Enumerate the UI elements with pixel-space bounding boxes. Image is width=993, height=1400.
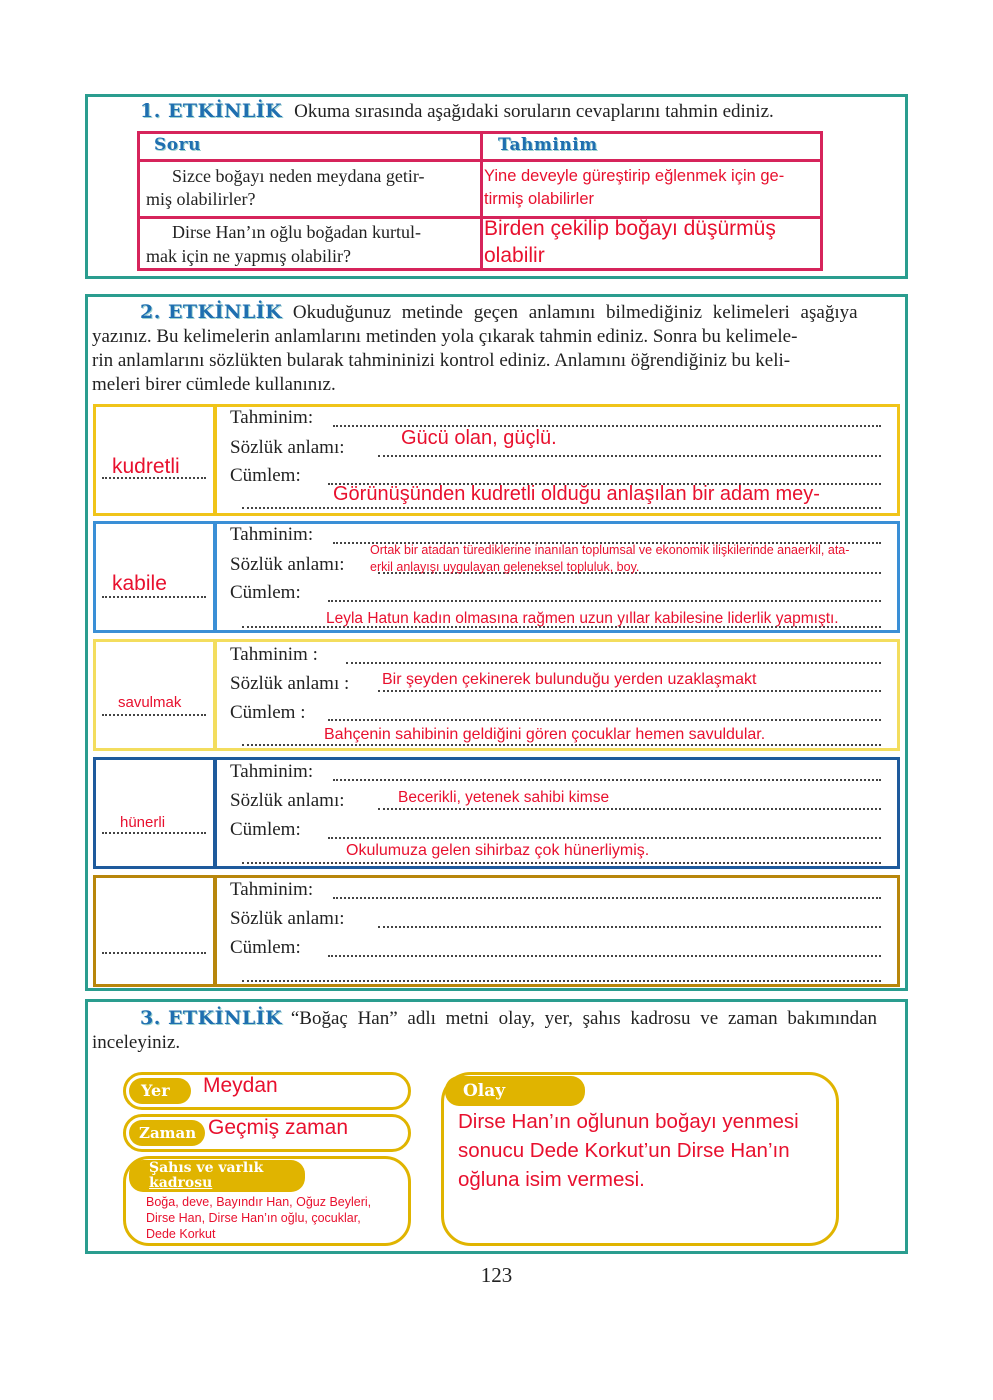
etkinlik-2-instructions: 2. ETKİNLİK Okuduğunuz metinde geçen anlamını bilmediğiniz kelimeleri aşağıya yazınız. Bu kelimelerin anlamlarını metinden yola çıkarak tahmin ediniz. Sonra bu kelimele- rin anlamlarını sözlükten bularak tahmininizi kontrol ediniz. Anlamını öğrendiğiniz bu keli- meleri birer cümlede kullanınız. [92, 301, 858, 395]
olay-label: Olay [445, 1076, 585, 1106]
word-card-empty: Tahminim: Sözlük anlamı: Cümlem: [93, 875, 900, 987]
word-savulmak: savulmak [118, 694, 182, 711]
word-kabile: kabile [112, 572, 167, 595]
field-word[interactable] [102, 952, 206, 954]
sozluk-kabile-1: Ortak bir atadan türediklerine inanılan toplumsal ve ekonomik ilişkilerinde anaerkil, ata- [370, 543, 850, 557]
word-card-hunerli: hünerli Tahminim: Sözlük anlamı: Becerikli, yetenek sahibi kimse Cümlem: Okulumuza gelen sihirbaz çok hünerliymiş. [93, 757, 900, 869]
answer-2: Birden çekilip boğayı düşürmüş olabilir [484, 217, 776, 267]
label-sozluk-anlami: Sözlük anlamı: [230, 437, 345, 458]
etkinlik-3-instructions: 3. ETKİNLİK “Boğaç Han” adlı metni olay, yer, şahıs kadrosu ve zaman bakımından inceleyiniz. [92, 1007, 878, 1053]
word-card-kabile: kabile Tahminim: Sözlük anlamı: Ortak bir atadan türediklerine inanılan toplumsal ve ekonomik ilişkilerinde anaerkil, ata- erkil anlayışı uygulayan geleneksel topluluk, boy. Cümlem: Leyla Hatun kadın olmasına rağmen uzun yıllar kabilesine liderlik yapmıştı. [93, 521, 900, 633]
sozluk-savulmak: Bir şeyden çekinerek bulunduğu yerden uzaklaşmakt [382, 671, 757, 688]
label-cumlem: Cümlem: [230, 465, 301, 486]
sozluk-kabile-2: erkil anlayışı uygulayan geleneksel topluluk, boy. [370, 560, 640, 574]
question-1: Sizce boğayı neden meydana getir- miş olabilirler? [146, 166, 425, 209]
column-header-tahminim: Tahminim [498, 135, 598, 155]
word-hunerli: hünerli [120, 814, 166, 831]
cumle-hunerli: Okulumuza gelen sihirbaz çok hünerliymiş. [346, 842, 650, 859]
olay-value: Dirse Han’ın oğlunun boğayı yenmesi sonucu Dede Korkut’un Dirse Han’ın oğluna isim vermesi. [458, 1110, 799, 1191]
label-tahminim: Tahminim: [230, 407, 314, 428]
word-card-kudretli [93, 404, 900, 516]
page-number: 123 [480, 1263, 513, 1287]
sahis-kadrosu-label: Şahıs ve varlık kadrosu [129, 1160, 305, 1192]
etkinlik-3-title: 3. ETKİNLİK [140, 1007, 283, 1029]
yer-label: Yer [129, 1078, 191, 1104]
sahis-kadrosu-value: Boğa, deve, Bayındır Han, Oğuz Beyleri, Dirse Han, Dirse Han’ın oğlu, çocuklar, Dede Korkut [146, 1195, 372, 1241]
etkinlik-1-heading [140, 99, 774, 124]
word-card-savulmak: savulmak Tahminim : Sözlük anlamı : Bir şeyden çekinerek bulunduğu yerden uzaklaşmakt Cümlem : Bahçenin sahibinin geldiğini gören çocuklar hemen savuldular. [93, 639, 900, 751]
etkinlik-1-title: 1. ETKİNLİK [140, 100, 283, 122]
etkinlik-2-title: 2. ETKİNLİK [140, 301, 283, 323]
sozluk-kudretli: Gücü olan, güçlü. [401, 427, 557, 449]
cumle-savulmak: Bahçenin sahibinin geldiğini gören çocuklar hemen savuldular. [324, 726, 766, 743]
column-header-soru: Soru [154, 135, 201, 155]
prediction-table [137, 131, 823, 271]
zaman-label: Zaman [129, 1120, 205, 1146]
answer-1: Yine deveyle güreştirip eğlenmek için ge- tirmiş olabilirler [484, 167, 785, 208]
zaman-value: Geçmiş zaman [208, 1116, 349, 1139]
sozluk-hunerli: Becerikli, yetenek sahibi kimse [398, 789, 610, 806]
word-kudretli: kudretli [112, 455, 180, 478]
yer-value: Meydan [203, 1074, 278, 1097]
question-2: Dirse Han’ın oğlu boğadan kurtul- mak için ne yapmış olabilir? [146, 222, 421, 266]
cumle-kabile: Leyla Hatun kadın olmasına rağmen uzun yıllar kabilesine liderlik yapmıştı. [326, 610, 839, 627]
cumle-kudretli: Görünüşünden kudretli olduğu anlaşılan bir adam mey- [333, 483, 820, 505]
etkinlik-1-instruction: Okuma sırasında aşağıdaki soruların cevaplarını tahmin ediniz. [294, 101, 774, 122]
